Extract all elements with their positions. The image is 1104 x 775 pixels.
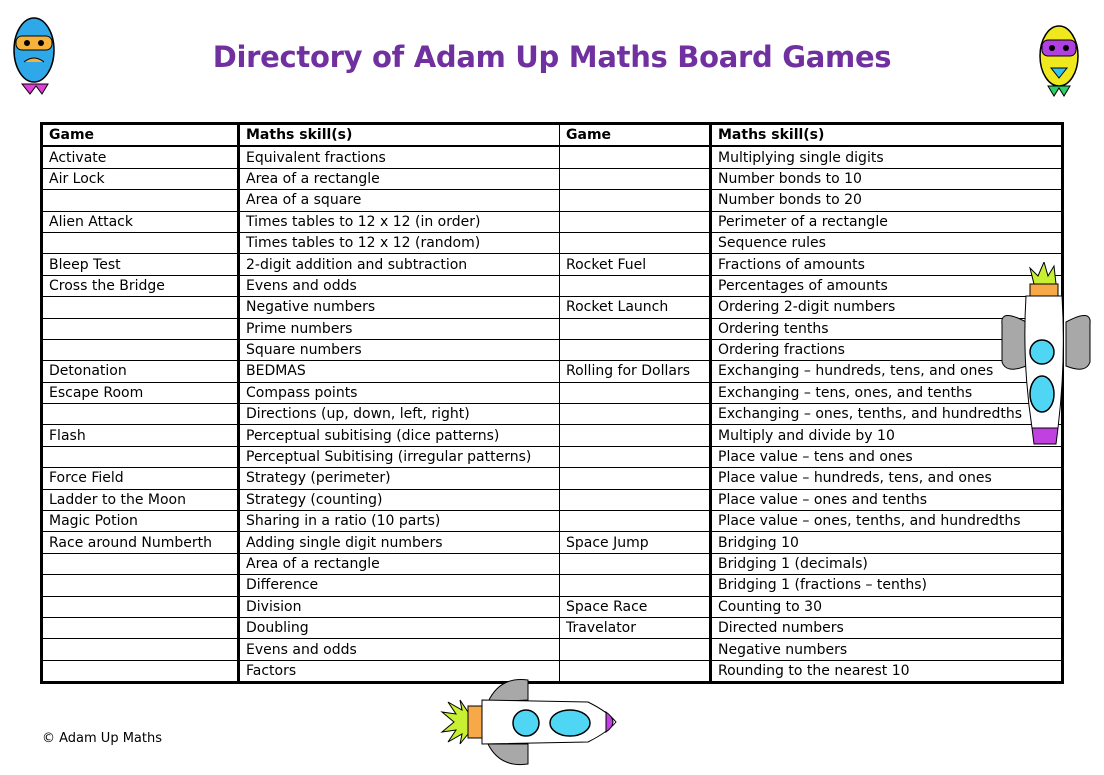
game-name-cell [560,232,711,253]
game-name-cell [42,404,239,425]
table-row [42,596,1063,617]
game-name-cell: Activate [42,146,239,168]
vertical-rocket-icon [996,262,1096,448]
skill-cell: Difference [239,575,560,596]
skill-cell: Compass points [239,382,560,403]
table-row [42,468,1063,489]
skill-cell: Multiply and divide by 10 [711,425,1063,446]
skill-cell: Bridging 10 [711,532,1063,553]
skill-cell: Area of a rectangle [239,168,560,189]
game-name-cell: Bleep Test [42,254,239,275]
skill-cell: BEDMAS [239,361,560,382]
table-row [42,146,1063,168]
game-name-cell [560,468,711,489]
table-row [42,639,1063,660]
game-name-cell: Space Jump [560,532,711,553]
skill-cell: Fractions of amounts [711,254,1063,275]
game-name-cell [560,190,711,211]
skill-cell: Percentages of amounts [711,275,1063,296]
game-name-cell [42,190,239,211]
skill-cell: Place value – ones and tenths [711,489,1063,510]
skill-cell: Negative numbers [711,639,1063,660]
table-row [42,318,1063,339]
table-header-row [42,124,1063,147]
game-name-cell: Race around Numberth [42,532,239,553]
games-directory-table [40,122,1064,684]
table-row [42,168,1063,189]
skill-cell: Place value – hundreds, tens, and ones [711,468,1063,489]
game-name-cell: Alien Attack [42,211,239,232]
yellow-alien-icon [1034,20,1084,98]
game-name-cell: Flash [42,425,239,446]
game-name-cell [42,617,239,638]
game-name-cell [560,553,711,574]
skill-cell: 2-digit addition and subtraction [239,254,560,275]
skill-cell: Directed numbers [711,617,1063,638]
game-name-cell [560,404,711,425]
skill-cell: Strategy (perimeter) [239,468,560,489]
game-name-cell [42,318,239,339]
game-name-cell: Magic Potion [42,511,239,532]
game-name-cell: Rocket Fuel [560,254,711,275]
game-name-cell: Force Field [42,468,239,489]
skill-cell: Ordering 2-digit numbers [711,297,1063,318]
page-title: Directory of Adam Up Maths Board Games [212,40,892,74]
header-game-left: Game [42,124,239,147]
game-name-cell [42,575,239,596]
skill-cell: Evens and odds [239,275,560,296]
skill-cell: Perceptual Subitising (irregular patterns) [239,446,560,467]
skill-cell: Adding single digit numbers [239,532,560,553]
game-name-cell [42,446,239,467]
table-row [42,211,1063,232]
skill-cell: Directions (up, down, left, right) [239,404,560,425]
skill-cell: Exchanging – ones, tenths, and hundredths [711,404,1063,425]
game-name-cell: Air Lock [42,168,239,189]
game-name-cell: Escape Room [42,382,239,403]
game-name-cell [560,146,711,168]
game-name-cell [560,639,711,660]
game-name-cell: Rocket Launch [560,297,711,318]
skill-cell: Exchanging – tens, ones, and tenths [711,382,1063,403]
skill-cell: Prime numbers [239,318,560,339]
table-row [42,275,1063,296]
skill-cell: Factors [239,660,560,682]
skill-cell: Times tables to 12 x 12 (random) [239,232,560,253]
game-name-cell [42,596,239,617]
table-row [42,532,1063,553]
skill-cell: Bridging 1 (decimals) [711,553,1063,574]
game-name-cell: Rolling for Dollars [560,361,711,382]
game-name-cell [560,318,711,339]
table-row [42,339,1063,360]
game-name-cell: Detonation [42,361,239,382]
skill-cell: Sharing in a ratio (10 parts) [239,511,560,532]
table-row [42,232,1063,253]
game-name-cell [42,639,239,660]
skill-cell: Times tables to 12 x 12 (in order) [239,211,560,232]
table-row [42,254,1063,275]
skill-cell: Negative numbers [239,297,560,318]
game-name-cell [560,339,711,360]
table-row [42,553,1063,574]
game-name-cell [560,446,711,467]
skill-cell: Ordering tenths [711,318,1063,339]
skill-cell: Number bonds to 10 [711,168,1063,189]
table-row [42,297,1063,318]
skill-cell: Doubling [239,617,560,638]
skill-cell: Place value – ones, tenths, and hundredths [711,511,1063,532]
game-name-cell [42,339,239,360]
game-name-cell: Travelator [560,617,711,638]
table-row [42,617,1063,638]
skill-cell: Ordering fractions [711,339,1063,360]
header-game-right: Game [560,124,711,147]
game-name-cell [560,168,711,189]
skill-cell: Exchanging – hundreds, tens, and ones [711,361,1063,382]
game-name-cell [560,511,711,532]
skill-cell: Number bonds to 20 [711,190,1063,211]
skill-cell: Counting to 30 [711,596,1063,617]
game-name-cell [560,382,711,403]
game-name-cell [42,297,239,318]
table-row [42,446,1063,467]
table-row [42,382,1063,403]
skill-cell: Area of a square [239,190,560,211]
skill-cell: Bridging 1 (fractions – tenths) [711,575,1063,596]
skill-cell: Division [239,596,560,617]
header-skill-left: Maths skill(s) [239,124,560,147]
game-name-cell [560,211,711,232]
game-name-cell [42,232,239,253]
skill-cell: Sequence rules [711,232,1063,253]
horizontal-rocket-icon [438,672,628,772]
skill-cell: Strategy (counting) [239,489,560,510]
game-name-cell [560,275,711,296]
game-name-cell [560,489,711,510]
game-name-cell: Space Race [560,596,711,617]
table-row [42,190,1063,211]
skill-cell: Multiplying single digits [711,146,1063,168]
game-name-cell [560,575,711,596]
skill-cell: Evens and odds [239,639,560,660]
skill-cell: Equivalent fractions [239,146,560,168]
copyright-footer: © Adam Up Maths [42,731,163,746]
blue-alien-icon [8,14,60,96]
game-name-cell: Ladder to the Moon [42,489,239,510]
table-row [42,361,1063,382]
table-row [42,489,1063,510]
skill-cell: Rounding to the nearest 10 [711,660,1063,682]
skill-cell: Place value – tens and ones [711,446,1063,467]
table-row [42,425,1063,446]
game-name-cell [560,425,711,446]
game-name-cell [42,660,239,682]
skill-cell: Perceptual subitising (dice patterns) [239,425,560,446]
table-row [42,511,1063,532]
skill-cell: Perimeter of a rectangle [711,211,1063,232]
skill-cell: Square numbers [239,339,560,360]
table-row [42,404,1063,425]
table-row [42,575,1063,596]
skill-cell: Area of a rectangle [239,553,560,574]
game-name-cell: Cross the Bridge [42,275,239,296]
game-name-cell [42,553,239,574]
header-skill-right: Maths skill(s) [711,124,1063,147]
